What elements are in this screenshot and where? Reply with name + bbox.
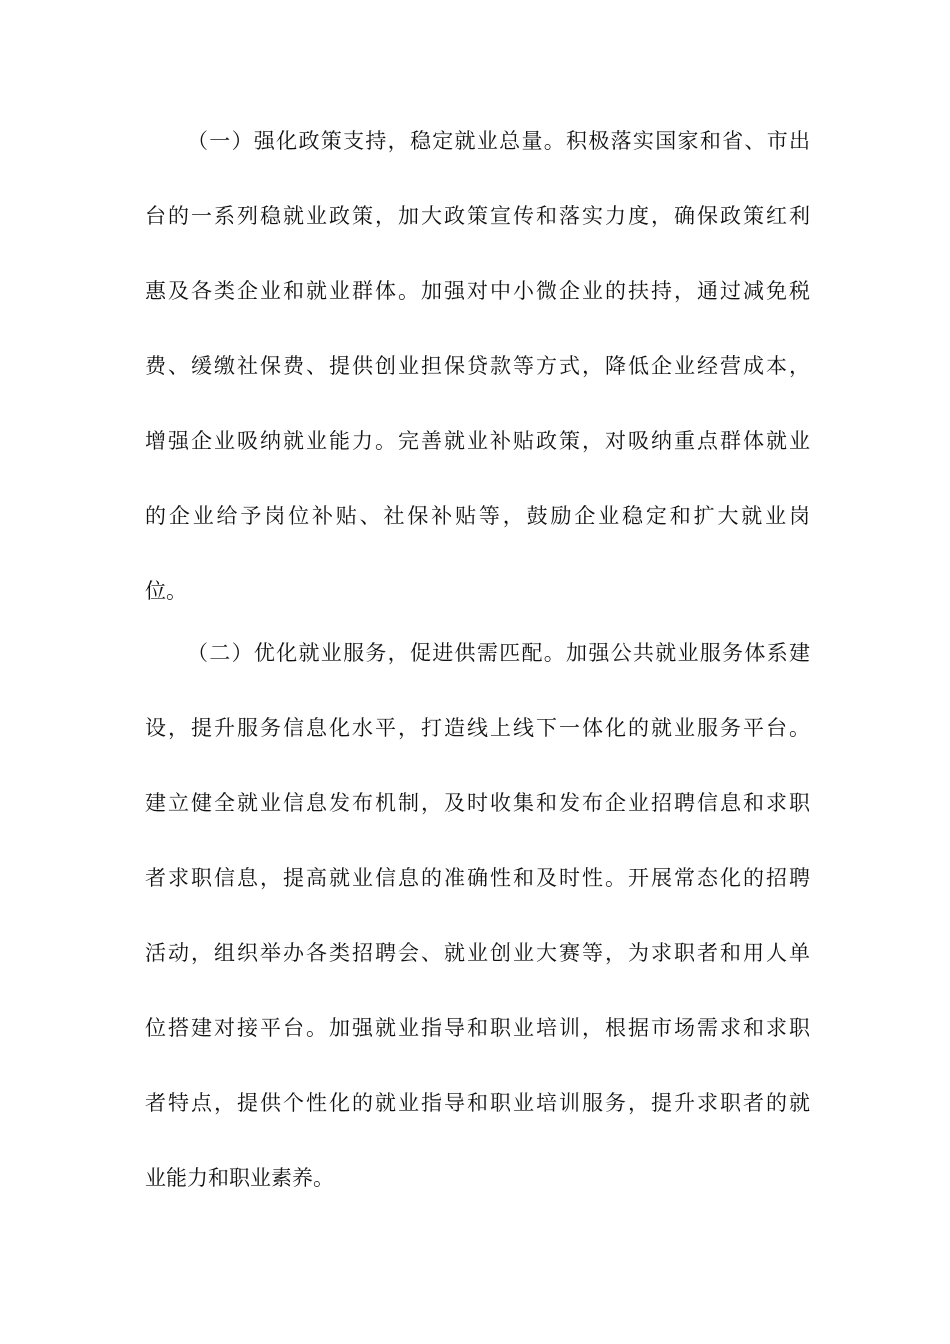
paragraph-1-line-5: 增强企业吸纳就业能力。完善就业补贴政策，对吸纳重点群体就业: [145, 429, 810, 453]
paragraph-1-line-2: 台的一系列稳就业政策，加大政策宣传和落实力度，确保政策红利: [145, 204, 810, 228]
paragraph-1-line-3: 惠及各类企业和就业群体。加强对中小微企业的扶持，通过减免税: [145, 279, 810, 303]
paragraph-2-line-6: 位搭建对接平台。加强就业指导和职业培训，根据市场需求和求职: [145, 1016, 810, 1040]
paragraph-2-line-1: （二）优化就业服务，促进供需匹配。加强公共就业服务体系建: [187, 641, 810, 665]
paragraph-1-line-1: （一）强化政策支持，稳定就业总量。积极落实国家和省、市出: [187, 129, 810, 153]
paragraph-1-line-7: 位。: [145, 579, 187, 603]
paragraph-2-line-5: 活动，组织举办各类招聘会、就业创业大赛等，为求职者和用人单: [145, 941, 810, 965]
paragraph-1-line-4: 费、缓缴社保费、提供创业担保贷款等方式，降低企业经营成本，: [145, 354, 810, 378]
paragraph-2-line-7: 者特点，提供个性化的就业指导和职业培训服务，提升求职者的就: [145, 1091, 810, 1115]
paragraph-1-line-6: 的企业给予岗位补贴、社保补贴等，鼓励企业稳定和扩大就业岗: [145, 504, 810, 528]
paragraph-2-line-4: 者求职信息，提高就业信息的准确性和及时性。开展常态化的招聘: [145, 866, 810, 890]
paragraph-2-line-3: 建立健全就业信息发布机制，及时收集和发布企业招聘信息和求职: [145, 791, 810, 815]
paragraph-2-line-2: 设，提升服务信息化水平，打造线上线下一体化的就业服务平台。: [145, 716, 810, 740]
paragraph-2-line-8: 业能力和职业素养。: [145, 1166, 334, 1190]
